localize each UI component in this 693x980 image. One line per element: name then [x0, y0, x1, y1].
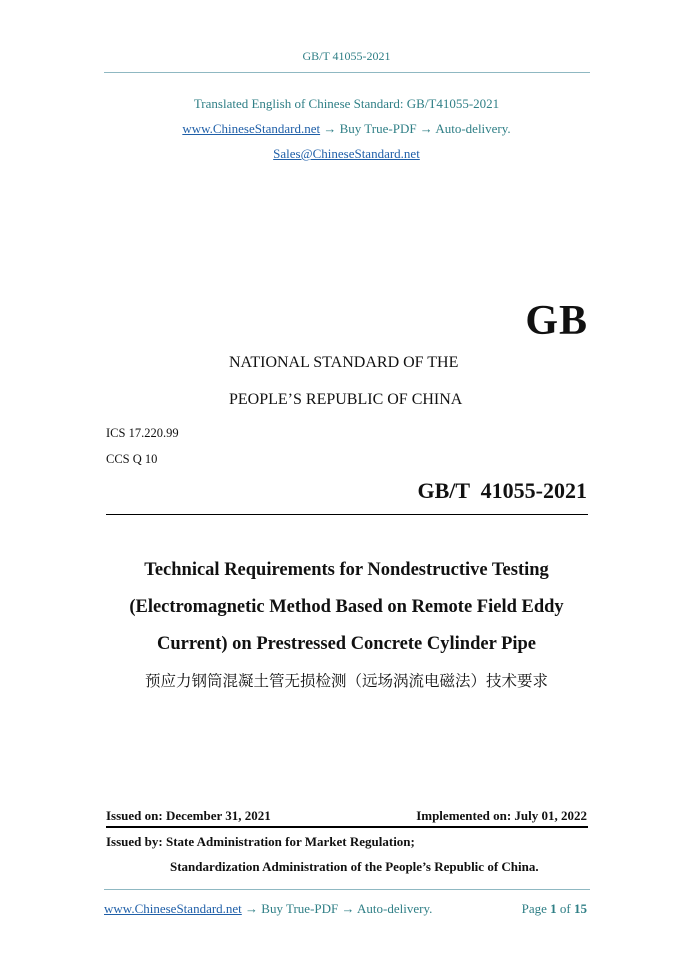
- footer-divider: [104, 889, 590, 890]
- page-current: 1: [550, 901, 557, 916]
- ics-code: ICS 17.220.99: [106, 426, 179, 440]
- header-standard-code: GB/T 41055-2021: [302, 49, 391, 63]
- number-divider: [106, 514, 588, 515]
- footer-site-link[interactable]: www.ChineseStandard.net: [104, 901, 242, 916]
- buy-line: [0, 121, 693, 137]
- issue-divider: [106, 826, 588, 828]
- national-standard-line2: PEOPLE’S REPUBLIC OF CHINA: [229, 391, 463, 408]
- translated-line: Translated English of Chinese Standard: GB/T41055-2021: [193, 96, 500, 111]
- ccs-code: CCS Q 10: [106, 452, 158, 466]
- title-en-line3: Current) on Prestressed Concrete Cylinder Pipe: [156, 634, 537, 654]
- footer-buy-line: [104, 901, 432, 917]
- issued-by-line2: Standardization Administration of the People’s Republic of China.: [170, 859, 539, 874]
- header-divider: [104, 72, 590, 73]
- gb-logo: GB: [525, 298, 588, 344]
- issued-on: Issued on: December 31, 2021: [106, 808, 271, 823]
- issued-by-line1: Issued by: State Administration for Market Regulation;: [106, 834, 415, 849]
- footer-buy-text: → Buy True-PDF → Auto-delivery.: [241, 901, 433, 916]
- national-standard-line1: NATIONAL STANDARD OF THE: [229, 354, 459, 371]
- page-label: Page: [521, 901, 547, 916]
- site-link[interactable]: www.ChineseStandard.net: [182, 121, 321, 136]
- title-en-line1: Technical Requirements for Nondestructive Testing: [144, 560, 549, 580]
- page-indicator: [522, 901, 587, 917]
- title-en-line2: (Electromagnetic Method Based on Remote Field Eddy: [129, 597, 564, 617]
- standard-number: GB/T 41055-2021: [417, 478, 587, 503]
- page-of: of: [559, 901, 571, 916]
- buy-text: → Buy True-PDF → Auto-delivery.: [320, 121, 511, 136]
- sales-email-link[interactable]: Sales@ChineseStandard.net: [273, 146, 420, 161]
- title-cn: 预应力钢筒混凝土管无损检测（远场涡流电磁法）技术要求: [144, 672, 548, 690]
- implemented-on: Implemented on: July 01, 2022: [416, 808, 587, 823]
- sales-line: [0, 146, 693, 162]
- page-total: 15: [574, 901, 587, 916]
